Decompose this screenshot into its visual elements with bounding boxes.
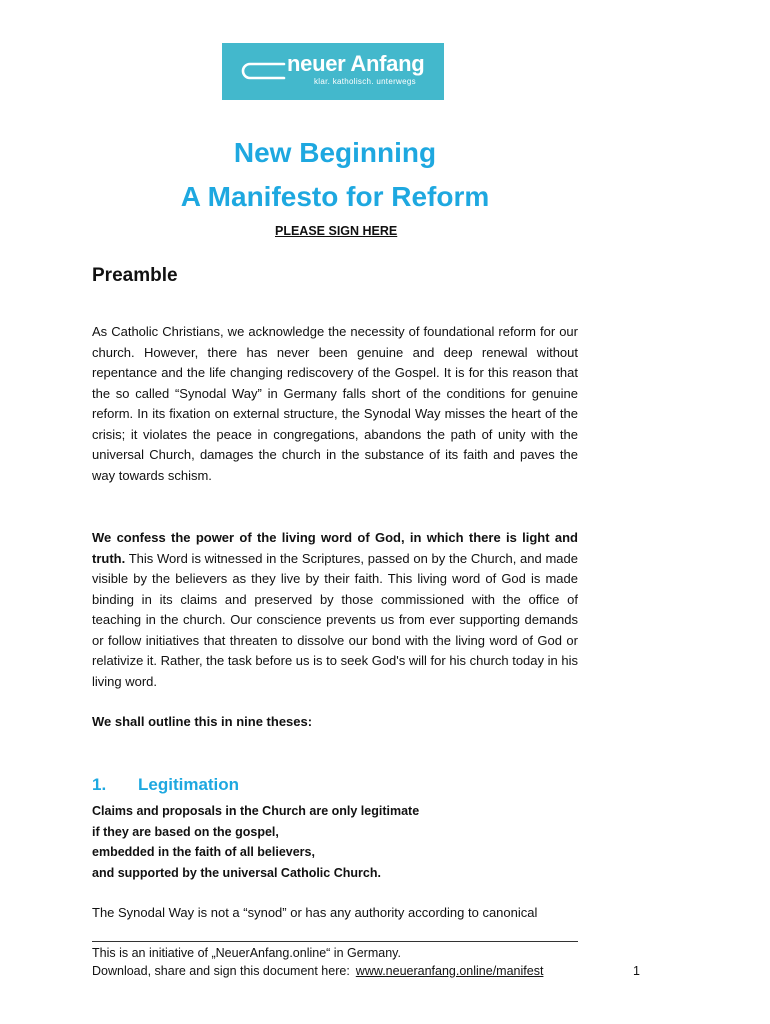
thesis-1-heading [92, 775, 239, 795]
neuer-anfang-logo[interactable] [222, 43, 444, 100]
footer-divider [92, 941, 578, 942]
preamble-paragraph-2 [92, 528, 578, 692]
logo-title: neuer Anfang [287, 51, 425, 76]
preamble-heading: Preamble [92, 265, 178, 286]
document-subtitle: A Manifesto for Reform [180, 181, 490, 212]
thesis-1-line: embedded in the faith of all believers, [92, 845, 315, 859]
thesis-1-line: Claims and proposals in the Church are only legitimate [92, 804, 420, 818]
footer-manifest-link[interactable]: www.neueranfang.online/manifest [355, 964, 544, 978]
sign-here-link[interactable]: PLEASE SIGN HERE [275, 224, 398, 238]
confession-body-text: This Word is witnessed in the Scriptures, passed on by the Church, and made visible by the believers as they live by their faith. This living word of God is made binding in its claims and preserved by those commissioned with the office of teaching in the church. Our conscience prevents us from ever supporting demands or follow initiatives that threaten to dissolve our bond with the living word of God or relativize it. Rather, the task before us is to seek God's will for his church today in his living word. [92, 550, 578, 689]
thesis-1-line: and supported by the universal Catholic Church. [92, 865, 381, 880]
logo-arrow-icon [238, 61, 286, 81]
page-number: 1 [633, 964, 640, 978]
confession-bold-text: We confess the power of the living word of God, in which there is light and truth. [92, 530, 578, 566]
footer-download-line [92, 964, 543, 978]
preamble-paragraph-1: As Catholic Christians, we acknowledge the necessity of foundational reform for our church. However, there has never been genuine and deep renewal without repentance and the life changing rediscovery of the Gospel. It is for this reason that the so called “Synodal Way” in Germany falls short of the conditions for genuine reform. In its fixation on external structure, the Synodal Way misses the heart of the crisis; it violates the peace in congregations, abandons the path of unity with the universal Church, damages the church in the substance of its faith and paves the way towards schism. [92, 324, 578, 483]
footer-initiative-text: This is an initiative of „NeuerAnfang.online“ in Germany. [92, 946, 401, 960]
logo-tagline: klar. katholisch. unterwegs [314, 77, 416, 86]
thesis-1-line: if they are based on the gospel, [92, 824, 279, 839]
document-title: New Beginning [233, 137, 437, 168]
thesis-1-number: 1. [92, 775, 107, 794]
thesis-1-title: Legitimation [138, 775, 240, 794]
theses-intro: We shall outline this in nine theses: [92, 714, 313, 729]
thesis-1-paragraph: The Synodal Way is not a “synod” or has any authority according to canonical [92, 905, 538, 920]
thesis-1-statement [92, 801, 419, 883]
footer-download-text: Download, share and sign this document here: [92, 964, 350, 978]
